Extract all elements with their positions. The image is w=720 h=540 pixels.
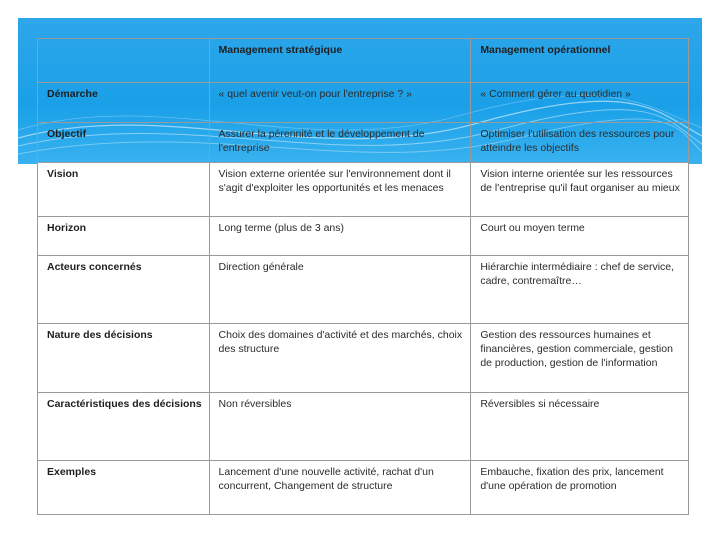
row-label: Objectif [38, 123, 210, 163]
strategic-cell: « quel avenir veut-on pour l'entreprise ? » [209, 83, 471, 123]
operational-cell: Gestion des ressources humaines et financières, gestion commerciale, gestion de production, gestion de l'information [471, 324, 689, 393]
strategic-cell: Assurer la pérennité et le développement de l'entreprise [209, 123, 471, 163]
table-row [38, 163, 689, 217]
strategic-cell: Choix des domaines d'activité et des marchés, choix des structure [209, 324, 471, 393]
operational-cell: Réversibles si nécessaire [471, 393, 689, 461]
operational-cell: Vision interne orientée sur les ressources de l'entreprise qu'il faut organiser au mieux [471, 163, 689, 217]
row-label: Horizon [38, 217, 210, 256]
table-row [38, 123, 689, 163]
row-label: Nature des décisions [38, 324, 210, 393]
header-cell-empty [38, 39, 210, 83]
table-row [38, 256, 689, 324]
management-comparison-table [37, 38, 689, 515]
operational-cell: « Comment gérer au quotidien » [471, 83, 689, 123]
row-label: Démarche [38, 83, 210, 123]
header-operational: Management opérationnel [471, 39, 689, 83]
operational-cell: Hiérarchie intermédiaire : chef de service, cadre, contremaître… [471, 256, 689, 324]
row-label: Vision [38, 163, 210, 217]
table-row [38, 83, 689, 123]
row-label: Exemples [38, 461, 210, 515]
table-row [38, 393, 689, 461]
table-row [38, 217, 689, 256]
row-label: Caractéristiques des décisions [38, 393, 210, 461]
header-strategic: Management stratégique [209, 39, 471, 83]
row-label: Acteurs concernés [38, 256, 210, 324]
strategic-cell: Lancement d'une nouvelle activité, rachat d'un concurrent, Changement de structure [209, 461, 471, 515]
table-row [38, 461, 689, 515]
operational-cell: Optimiser l'utilisation des ressources pour atteindre les objectifs [471, 123, 689, 163]
strategic-cell: Long terme (plus de 3 ans) [209, 217, 471, 256]
strategic-cell: Direction générale [209, 256, 471, 324]
strategic-cell: Vision externe orientée sur l'environnement dont il s'agit d'exploiter les opportunités et les menaces [209, 163, 471, 217]
operational-cell: Embauche, fixation des prix, lancement d'une opération de promotion [471, 461, 689, 515]
operational-cell: Court ou moyen terme [471, 217, 689, 256]
table-row [38, 324, 689, 393]
strategic-cell: Non réversibles [209, 393, 471, 461]
table-header-row [38, 39, 689, 83]
